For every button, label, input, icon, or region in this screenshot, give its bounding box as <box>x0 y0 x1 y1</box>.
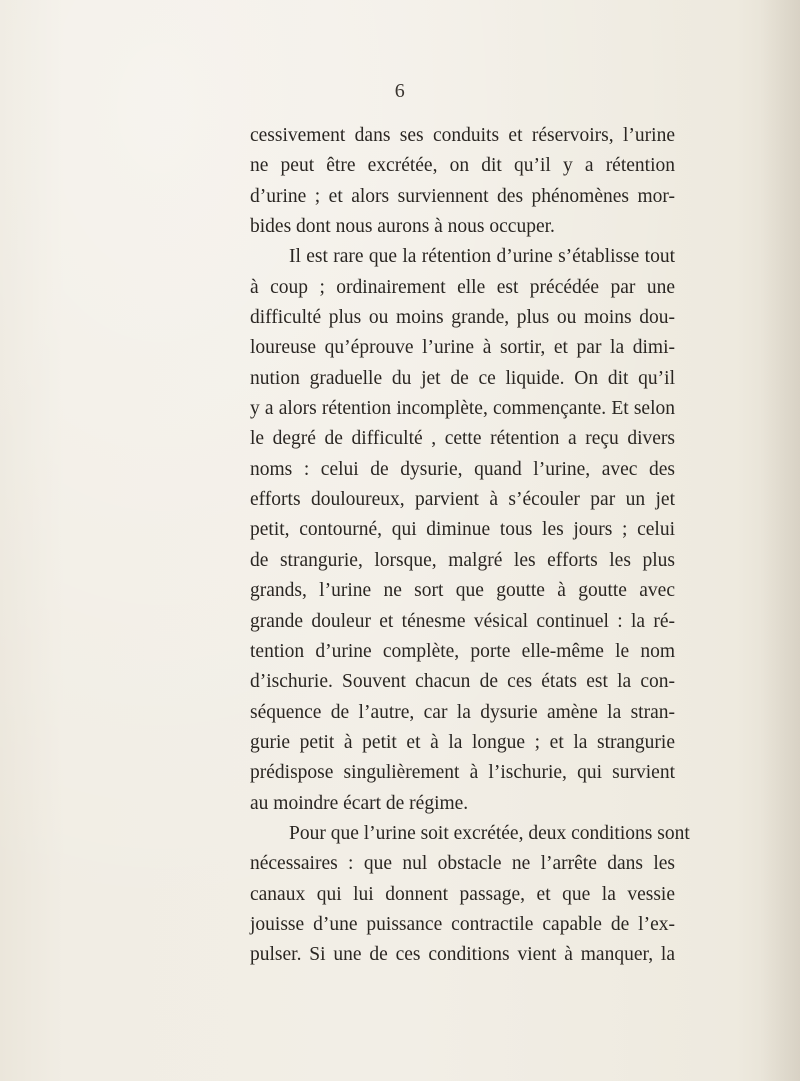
text-line: grands, l’urine ne sort que goutte à goutte avec <box>250 580 675 602</box>
text-line: difficulté plus ou moins grande, plus ou moins dou- <box>250 307 675 329</box>
text-line: à coup ; ordinairement elle est précédée par une <box>250 276 675 298</box>
text-line: grande douleur et ténesme vésical continuel : la ré- <box>250 610 675 632</box>
text-line: ne peut être excrétée, on dit qu’il y a rétention <box>250 155 675 177</box>
text-line: au moindre écart de régime. <box>250 792 469 814</box>
page-edge-shadow <box>760 0 800 1081</box>
page-number: 6 <box>394 80 406 102</box>
text-line: le degré de difficulté , cette rétention a reçu divers <box>250 428 675 450</box>
text-line: gurie petit à petit et à la longue ; et la strangurie <box>250 731 675 753</box>
text-line: Il est rare que la rétention d’urine s’établisse tout <box>289 246 675 268</box>
text-line: nution graduelle du jet de ce liquide. On dit qu’il <box>250 367 675 389</box>
text-line: loureuse qu’éprouve l’urine à sortir, et par la dimi- <box>250 337 675 359</box>
body-text <box>250 121 690 971</box>
text-line: noms : celui de dysurie, quand l’urine, avec des <box>250 458 675 480</box>
text-line: d’urine ; et alors surviennent des phénomènes mor- <box>250 185 675 207</box>
text-line: d’ischurie. Souvent chacun de ces états est la con- <box>250 671 675 693</box>
text-line: prédispose singulièrement à l’ischurie, qui survient <box>250 762 675 784</box>
text-line: cessivement dans ses conduits et réservoirs, l’urine <box>250 125 675 146</box>
text-line: y a alors rétention incomplète, commençante. Et selon <box>250 398 675 420</box>
text-line: tention d’urine complète, porte elle-même le nom <box>250 640 675 662</box>
text-line: efforts douloureux, parvient à s’écouler par un jet <box>250 489 675 511</box>
text-line: Pour que l’urine soit excrétée, deux conditions sont <box>289 822 690 844</box>
text-line: bides dont nous aurons à nous occuper. <box>250 216 555 238</box>
text-line: séquence de l’autre, car la dysurie amène la stran- <box>250 701 675 723</box>
text-line: canaux qui lui donnent passage, et que la vessie <box>250 883 675 905</box>
text-line: pulser. Si une de ces conditions vient à manquer, la <box>250 944 675 966</box>
text-line: de strangurie, lorsque, malgré les efforts les plus <box>250 549 675 571</box>
text-line: jouisse d’une puissance contractile capable de l’ex- <box>250 913 675 935</box>
text-line: petit, contourné, qui diminue tous les jours ; celui <box>250 519 675 541</box>
text-line: nécessaires : que nul obstacle ne l’arrête dans les <box>250 853 675 875</box>
